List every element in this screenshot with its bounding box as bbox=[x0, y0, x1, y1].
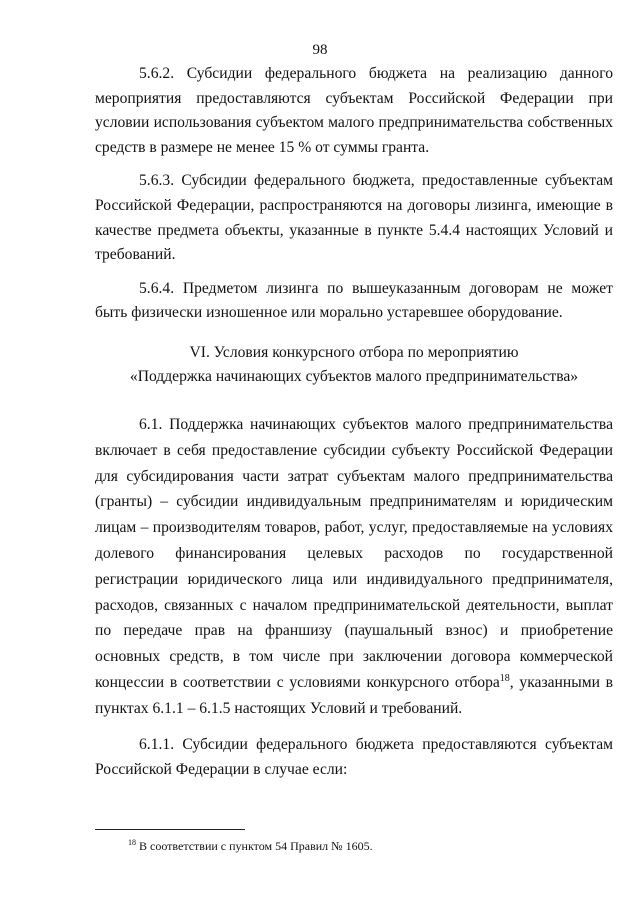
paragraph-6-1 bbox=[95, 412, 613, 722]
section-heading-line-1: VI. Условия конкурсного отбора по мероприятию bbox=[189, 344, 519, 361]
paragraph-5-6-3: 5.6.3. Субсидии федерального бюджета, предоставленные субъектам Российской Федерации, распространяются на договоры лизинга, имеющие в качестве предмета объекты, указанные в пункте 5.4.4 настоящих Условий и требований. bbox=[95, 172, 613, 264]
body-text-top bbox=[95, 62, 613, 326]
page-number: 98 bbox=[312, 42, 328, 58]
paragraph-5-6-2: 5.6.2. Субсидии федерального бюджета на реализацию данного мероприятия предоставляются субъектам Российской Федерации при условии использования субъектом малого предпринимательства собственных средств в размере не менее 15 % от суммы гранта. bbox=[95, 65, 613, 156]
footnote-number: 18 bbox=[128, 838, 136, 847]
footnote-separator bbox=[95, 829, 245, 830]
paragraph-5-6-4: 5.6.4. Предметом лизинга по вышеуказанным договорам не может быть физически изношенное или морально устаревшее оборудование. bbox=[95, 279, 613, 322]
footnote-text: В соответствии с пунктом 54 Правил № 1605. bbox=[136, 839, 373, 853]
section-heading-line-2: «Поддержка начинающих субъектов малого предпринимательства» bbox=[129, 368, 579, 385]
section-heading bbox=[95, 341, 613, 389]
footnote bbox=[128, 838, 373, 854]
section-body-text bbox=[95, 412, 613, 793]
footnote-reference: 18 bbox=[499, 672, 510, 684]
paragraph-6-1-text-b: , указанными в пунктах 6.1.1 – 6.1.5 настоящих Условий и требований. bbox=[95, 673, 614, 717]
paragraph-6-1-text-a: 6.1. Поддержка начинающих субъектов малого предпринимательства включает в себя предоставление субсидии субъекту Российской Федерации для субсидирования части затрат субъектам малого предпринимательства (гранты) – субсидии индивидуальным предпринимателям и юридическим лицам – производителям товаров, работ, услуг, предоставляемые на условиях долевого финансирования целевых расходов по государственной регистрации юридического лица или индивидуального предпринимателя, расходов, связанных с началом предпринимательской деятельности, выплат по передаче прав на франшизу (паушальный взнос) и приобретение основных средств, в том числе при заключении договора коммерческой концессии в соответствии с условиями конкурсного отбора bbox=[95, 416, 613, 691]
paragraph-6-1-1: 6.1.1. Субсидии федерального бюджета предоставляются субъектам Российской Федерации в случае если: bbox=[95, 735, 613, 779]
